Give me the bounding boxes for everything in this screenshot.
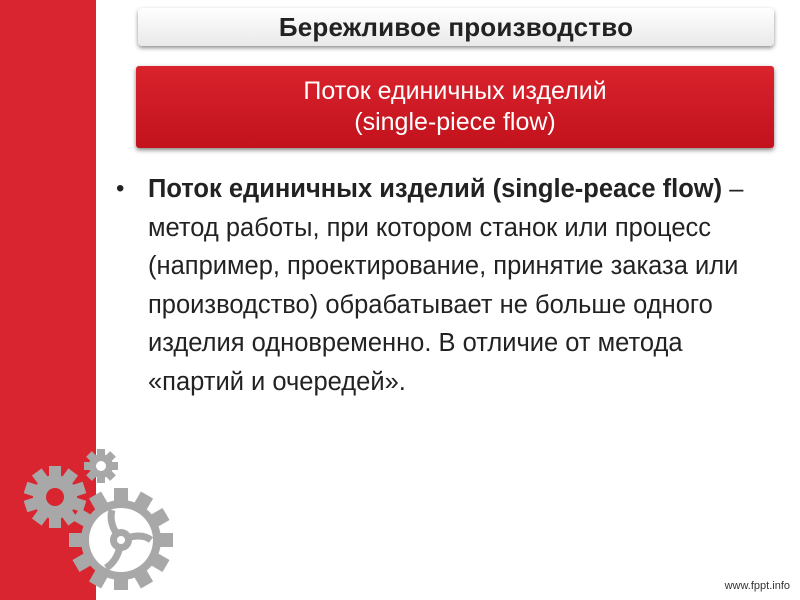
section-title-line2: (single-piece flow) [354, 108, 556, 136]
bullet-icon: • [116, 175, 125, 202]
content-area [114, 170, 774, 401]
section-banner [136, 66, 774, 148]
gears-icon [0, 440, 180, 590]
small-gear-icon [84, 449, 118, 483]
definition-term: Поток единичных изделий (single-peace flow) [148, 175, 723, 203]
section-title-line1: Поток единичных изделий [303, 77, 607, 105]
bullet-text [148, 170, 773, 401]
footer-url: www.fppt.info [724, 580, 790, 592]
definition-text: – метод работы, при котором станок или процесс (например, проектирование, принятие заказа или производство) обрабатывает не больше одного изделия одновременно. В отличие от метода «партий и очередей». [148, 175, 744, 396]
header-bar [138, 8, 774, 46]
page-title: Бережливое производство [278, 11, 634, 42]
list-item [114, 170, 774, 401]
